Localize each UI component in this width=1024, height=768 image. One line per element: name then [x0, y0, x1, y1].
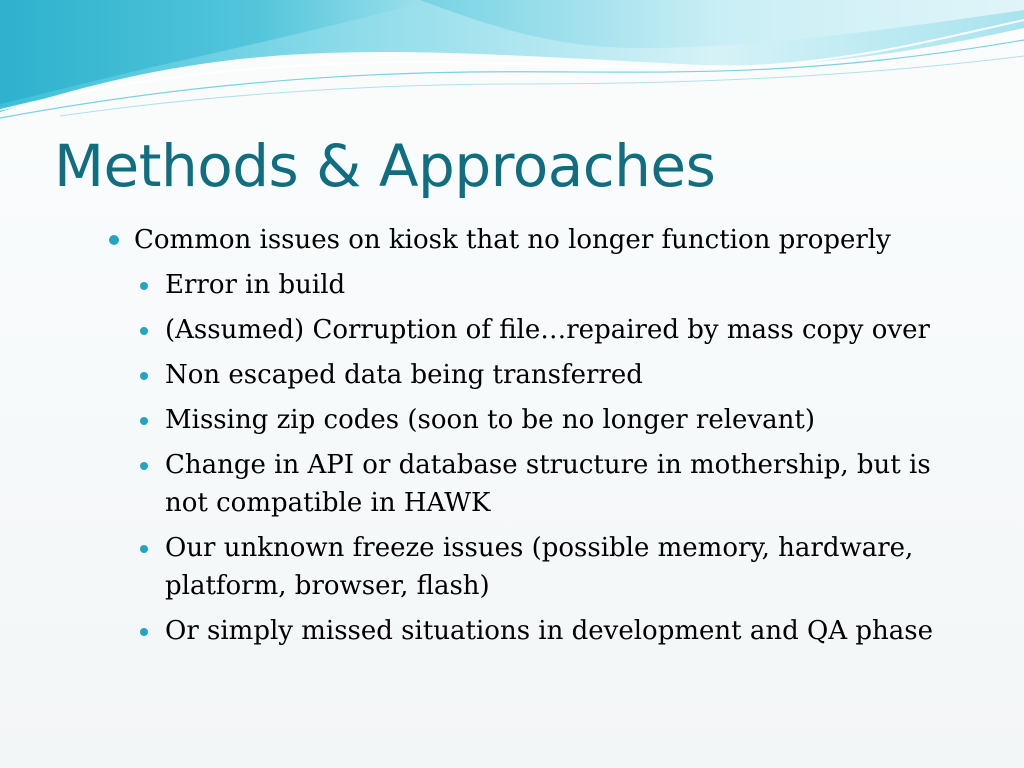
bullet-text: platform, browser, flash)	[165, 571, 490, 601]
list-item	[165, 447, 931, 484]
list-item	[165, 530, 913, 567]
bullet-dot-icon	[140, 545, 148, 553]
bullet-text: Missing zip codes (soon to be no longer relevant)	[165, 405, 815, 435]
bullet-text: Non escaped data being transferred	[165, 360, 643, 390]
list-item	[165, 613, 933, 650]
bullet-dot-icon	[140, 282, 148, 290]
bullet-dot-icon	[140, 462, 148, 470]
list-item	[165, 312, 930, 349]
list-item-continuation	[165, 485, 490, 522]
list-item-continuation	[165, 568, 490, 605]
bullet-text: Or simply missed situations in development and QA phase	[165, 616, 933, 646]
slide-title: Methods & Approaches	[54, 132, 716, 200]
bullet-dot-icon	[140, 327, 148, 335]
bullet-dot-icon	[109, 235, 119, 245]
bullet-dot-icon	[140, 372, 148, 380]
list-item	[165, 357, 643, 394]
list-item	[134, 222, 891, 259]
bullet-text: (Assumed) Corruption of file…repaired by mass copy over	[165, 315, 930, 345]
bullet-dot-icon	[140, 628, 148, 636]
bullet-text: Our unknown freeze issues (possible memory, hardware,	[165, 533, 914, 563]
list-item	[165, 267, 345, 304]
bullet-text: not compatible in HAWK	[165, 488, 491, 518]
list-item	[165, 402, 815, 439]
bullet-dot-icon	[140, 417, 148, 425]
bullet-text: Error in build	[165, 270, 346, 300]
bullet-text: Change in API or database structure in mothership, but is	[165, 450, 931, 480]
bullet-text: Common issues on kiosk that no longer function properly	[134, 225, 891, 255]
